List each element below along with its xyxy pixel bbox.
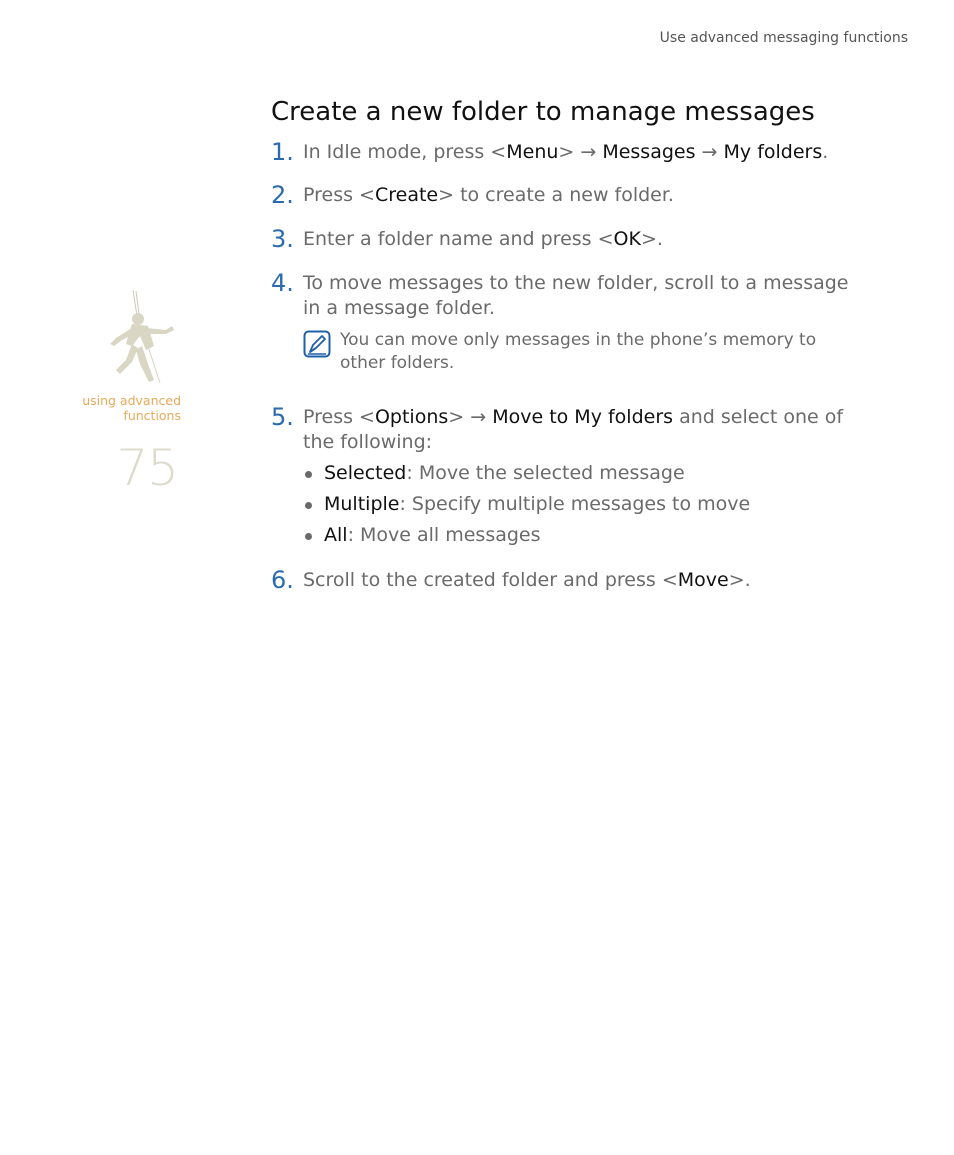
running-header: Use advanced messaging functions bbox=[659, 30, 908, 46]
softkey-label: Create bbox=[374, 184, 439, 206]
menu-item-label: My folders bbox=[723, 141, 823, 163]
step-text: Scroll to the created folder and press < bbox=[303, 569, 678, 591]
section-heading: Create a new folder to manage messages bbox=[271, 97, 815, 127]
note-pencil-icon bbox=[303, 330, 331, 358]
option-name: Multiple bbox=[324, 493, 400, 515]
list-item bbox=[303, 461, 851, 492]
climber-figure-icon bbox=[102, 288, 178, 388]
option-description: : Specify multiple messages to move bbox=[399, 493, 751, 515]
step-text: > to create a new folder. bbox=[438, 184, 674, 206]
step-text: >. bbox=[640, 228, 663, 250]
step-text: Enter a folder name and press < bbox=[303, 228, 614, 250]
list-item bbox=[303, 523, 851, 554]
step-text: To move messages to the new folder, scroll to a message in a message folder. bbox=[303, 272, 849, 319]
step-3 bbox=[271, 227, 851, 252]
menu-key-label: Menu bbox=[506, 141, 559, 163]
bullet-icon bbox=[305, 533, 312, 540]
softkey-label: OK bbox=[613, 228, 641, 250]
step-4 bbox=[271, 271, 851, 375]
bullet-icon bbox=[305, 471, 312, 478]
options-list bbox=[303, 461, 851, 554]
softkey-label: Options bbox=[374, 406, 449, 428]
step-number: 4. bbox=[271, 269, 294, 297]
softkey-label: Move bbox=[677, 569, 729, 591]
step-text: → bbox=[695, 141, 724, 163]
step-text: > → bbox=[448, 406, 493, 428]
option-description: : Move all messages bbox=[347, 524, 541, 546]
page-number: 75 bbox=[116, 439, 178, 497]
step-6 bbox=[271, 568, 851, 593]
menu-item-label: Move to My folders bbox=[492, 406, 674, 428]
option-name: Selected bbox=[324, 462, 407, 484]
step-1 bbox=[271, 140, 851, 165]
step-text: Press < bbox=[303, 406, 375, 428]
main-content bbox=[271, 95, 851, 593]
step-number: 5. bbox=[271, 403, 294, 431]
chapter-label: using advanced functions bbox=[82, 393, 181, 423]
step-text: Press < bbox=[303, 184, 375, 206]
step-5 bbox=[271, 405, 851, 554]
step-text: In Idle mode, press < bbox=[303, 141, 507, 163]
step-number: 2. bbox=[271, 181, 294, 209]
step-text: > → bbox=[558, 141, 603, 163]
step-2 bbox=[271, 183, 851, 208]
step-text: . bbox=[822, 141, 829, 163]
step-number: 1. bbox=[271, 138, 294, 166]
bullet-icon bbox=[305, 502, 312, 509]
note-text: You can move only messages in the phone’s memory to other folders. bbox=[340, 330, 817, 373]
list-item bbox=[303, 492, 851, 523]
option-name: All bbox=[324, 524, 348, 546]
option-description: : Move the selected message bbox=[406, 462, 685, 484]
note bbox=[303, 329, 851, 375]
step-text: and select one of the following: bbox=[303, 406, 844, 453]
step-number: 3. bbox=[271, 225, 294, 253]
step-text: >. bbox=[728, 569, 751, 591]
step-number: 6. bbox=[271, 566, 294, 594]
menu-item-label: Messages bbox=[602, 141, 696, 163]
